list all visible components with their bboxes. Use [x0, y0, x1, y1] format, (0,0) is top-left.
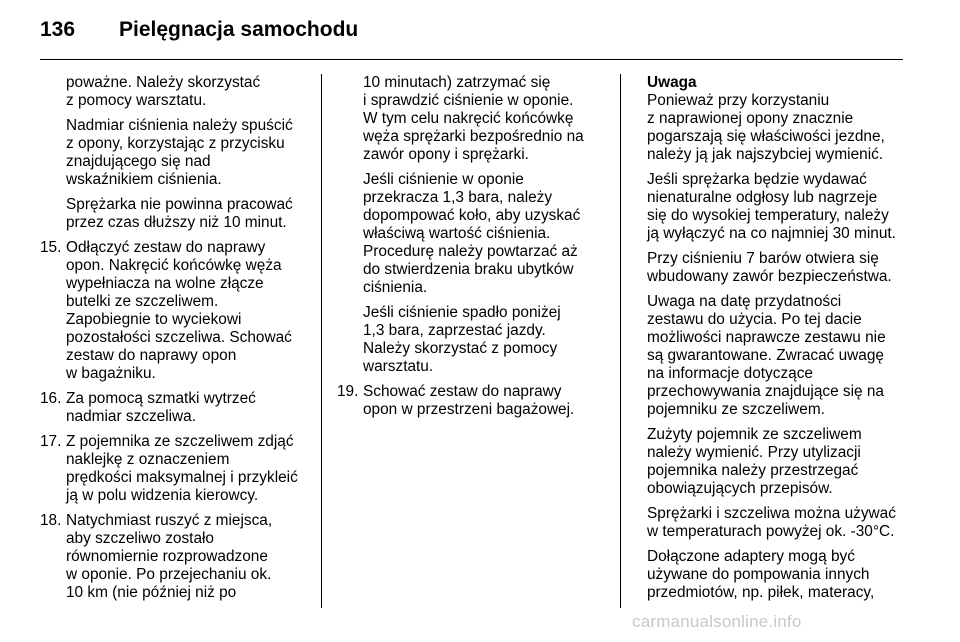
- text-line: obowiązujących przepisów.: [647, 480, 833, 497]
- text-line: pojemniku ze szczeliwem.: [647, 401, 825, 418]
- text-line: w oponie. Po przejechaniu ok.: [66, 566, 272, 583]
- text-line: Natychmiast ruszyć z miejsca,: [66, 512, 273, 529]
- text-line: poważne. Należy skorzystać: [66, 74, 261, 91]
- text-line: nadmiar szczeliwa.: [66, 408, 197, 425]
- paragraph: [337, 74, 607, 164]
- text-line: opon. Nakręcić końcówkę węża: [66, 257, 282, 274]
- list-item: [40, 512, 308, 602]
- text-line: na informacje dotyczące: [647, 365, 813, 382]
- list-item: [40, 390, 308, 426]
- paragraph: [337, 171, 607, 297]
- list-number: 15.: [40, 239, 62, 256]
- text-line: ją w polu widzenia kierowcy.: [66, 487, 259, 504]
- text-column-2: [337, 74, 607, 426]
- column-divider-2: [620, 74, 621, 608]
- text-line: prędkości maksymalnej i przykleić: [66, 469, 298, 486]
- paragraph: [40, 196, 308, 232]
- text-line: przechowywania znajdujące się na: [647, 383, 884, 400]
- paragraph: [337, 304, 607, 376]
- text-line: W tym celu nakręcić końcówkę: [363, 110, 574, 127]
- text-line: warsztatu.: [363, 358, 434, 375]
- text-line: Jeśli ciśnienie spadło poniżej: [363, 304, 561, 321]
- text-line: opon w przestrzeni bagażowej.: [363, 401, 575, 418]
- paragraph: [647, 505, 912, 541]
- list-number: 18.: [40, 512, 62, 529]
- text-line: nienaturalne odgłosy lub nagrzeje: [647, 189, 878, 206]
- list-item: [40, 239, 308, 383]
- watermark: carmanualsonline.info: [632, 612, 802, 631]
- text-line: możliwości naprawcze zestawu nie: [647, 329, 886, 346]
- text-line: w temperaturach powyżej ok. -30°C.: [647, 523, 895, 540]
- text-line: Nadmiar ciśnienia należy spuścić: [66, 117, 293, 134]
- text-line: z naprawionej opony znacznie: [647, 110, 854, 127]
- text-line: Dołączone adaptery mogą być: [647, 548, 855, 565]
- text-line: pojemnika należy przestrzegać: [647, 462, 859, 479]
- text-line: Zapobiegnie to wyciekowi: [66, 311, 242, 328]
- text-line: należy wymienić. Przy utylizacji: [647, 444, 861, 461]
- text-line: Zużyty pojemnik ze szczeliwem: [647, 426, 862, 443]
- text-line: 1,3 bara, zaprzestać jazdy.: [363, 322, 546, 339]
- text-line: Odłączyć zestaw do naprawy: [66, 239, 266, 256]
- text-line: równomiernie rozprowadzone: [66, 548, 268, 565]
- text-column-1: [40, 74, 308, 609]
- text-line: Jeśli sprężarka będzie wydawać: [647, 171, 867, 188]
- text-line: przedmiotów, np. piłek, materacy,: [647, 584, 875, 601]
- list-item: [337, 383, 607, 419]
- text-line: się do wysokiej temperatury, należy: [647, 207, 889, 224]
- text-line: 10 km (nie później niż po: [66, 584, 237, 601]
- text-line: przekracza 1,3 bara, należy: [363, 189, 553, 206]
- text-line: Sprężarki i szczeliwa można używać: [647, 505, 896, 522]
- text-line: do stwierdzenia braku ubytków: [363, 261, 574, 278]
- text-line: pogarszają się właściwości jezdne,: [647, 128, 885, 145]
- text-line: Schować zestaw do naprawy: [363, 383, 562, 400]
- list-number: 17.: [40, 433, 62, 450]
- text-line: z opony, korzystając z przycisku: [66, 135, 285, 152]
- text-line: Ponieważ przy korzystaniu: [647, 92, 830, 109]
- text-line: Procedurę należy powtarzać aż: [363, 243, 578, 260]
- text-line: używane do pompowania innych: [647, 566, 870, 583]
- text-line: Należy skorzystać z pomocy: [363, 340, 558, 357]
- list-text: [66, 390, 308, 426]
- text-line: Za pomocą szmatki wytrzeć: [66, 390, 256, 407]
- paragraph: [647, 426, 912, 498]
- text-line: ciśnienia.: [363, 279, 428, 296]
- list-number: 19.: [337, 383, 359, 400]
- header-rule: [40, 59, 903, 60]
- text-line: ją wyłączyć na co najmniej 30 minut.: [647, 225, 896, 242]
- text-line: należy ją jak najszybciej wymienić.: [647, 146, 884, 163]
- text-line: i sprawdzić ciśnienie w oponie.: [363, 92, 574, 109]
- paragraph: [647, 250, 912, 286]
- text-line: zestaw do naprawy opon: [66, 347, 237, 364]
- paragraph: [647, 171, 912, 243]
- text-line: są gwarantowane. Zwracać uwagę: [647, 347, 884, 364]
- text-line: zestawu do użycia. Po tej dacie: [647, 311, 862, 328]
- paragraph: [40, 74, 308, 110]
- text-line: Z pojemnika ze szczeliwem zdjąć: [66, 433, 294, 450]
- text-line: Uwaga na datę przydatności: [647, 293, 842, 310]
- note-heading: Uwaga: [647, 74, 697, 91]
- text-line: wbudowany zawór bezpieczeństwa.: [647, 268, 892, 285]
- text-line: Sprężarka nie powinna pracować: [66, 196, 293, 213]
- text-line: z pomocy warsztatu.: [66, 92, 207, 109]
- paragraph: [647, 92, 912, 164]
- text-line: aby szczeliwo zostało: [66, 530, 214, 547]
- list-text: [363, 383, 607, 419]
- list-item: [40, 433, 308, 505]
- text-line: przez czas dłuższy niż 10 minut.: [66, 214, 287, 231]
- text-line: 10 minutach) zatrzymać się: [363, 74, 551, 91]
- list-text: [66, 433, 308, 505]
- text-line: Przy ciśnieniu 7 barów otwiera się: [647, 250, 879, 267]
- paragraph: [647, 293, 912, 419]
- text-line: naklejkę z oznaczeniem: [66, 451, 230, 468]
- list-text: [66, 512, 308, 602]
- text-line: wypełniacza na wolne złącze: [66, 275, 264, 292]
- text-line: zawór opony i sprężarki.: [363, 146, 529, 163]
- page-number: 136: [40, 18, 76, 41]
- text-line: węża sprężarki bezpośrednio na: [363, 128, 584, 145]
- list-text: [66, 239, 308, 383]
- text-line: właściwą wartość ciśnienia.: [363, 225, 551, 242]
- paragraph: [40, 117, 308, 189]
- page-title: Pielęgnacja samochodu: [119, 18, 359, 41]
- paragraph: [647, 548, 912, 602]
- list-number: 16.: [40, 390, 62, 407]
- text-line: pozostałości szczeliwa. Schować: [66, 329, 292, 346]
- text-line: butelki ze szczeliwem.: [66, 293, 219, 310]
- page-header: [40, 18, 358, 46]
- text-line: dopompować koło, aby uzyskać: [363, 207, 581, 224]
- text-column-3: [647, 74, 912, 609]
- text-line: znajdującego się nad: [66, 153, 211, 170]
- column-divider-1: [321, 74, 322, 608]
- text-line: wskaźnikiem ciśnienia.: [66, 171, 222, 188]
- text-line: w bagażniku.: [66, 365, 156, 382]
- text-line: Jeśli ciśnienie w oponie: [363, 171, 524, 188]
